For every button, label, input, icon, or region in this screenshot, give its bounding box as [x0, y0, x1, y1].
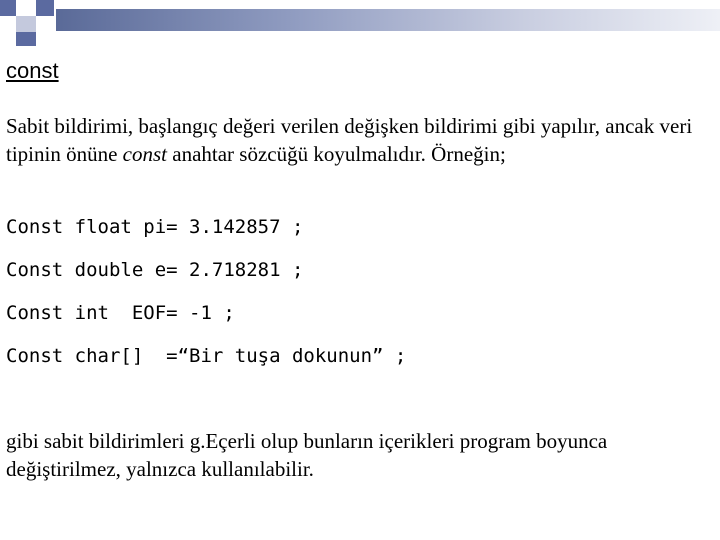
code-line: Const float pi= 3.142857 ; [6, 216, 304, 238]
intro-text: Sabit bildirimi, başlangıç değeri verilen değişken bildirimi gibi yapılır, ancak veri tipinin önüne [6, 114, 693, 166]
decor-square [0, 16, 16, 32]
slide-title: const [6, 58, 59, 83]
const-keyword: const [122, 142, 167, 166]
decor-square [36, 0, 54, 16]
title-decoration [0, 0, 720, 48]
decor-square [16, 0, 36, 16]
outro-paragraph: gibi sabit bildirimleri g.Eçerli olup bunların içerikleri program boyunca değiştirilmez, yalnızca kullanılabilir. [6, 429, 608, 481]
code-line: Const char[] =“Bir tuşa dokunun” ; [6, 345, 407, 367]
intro-paragraph [6, 112, 706, 168]
gradient-bar [56, 9, 720, 31]
decor-square [16, 32, 36, 46]
decor-square [16, 16, 36, 32]
code-line: Const double e= 2.718281 ; [6, 259, 304, 281]
decor-square [0, 0, 16, 16]
intro-text-end: anahtar sözcüğü koyulmalıdır. Örneğin; [167, 142, 506, 166]
decor-square [36, 16, 54, 32]
code-line: Const int EOF= -1 ; [6, 302, 235, 324]
